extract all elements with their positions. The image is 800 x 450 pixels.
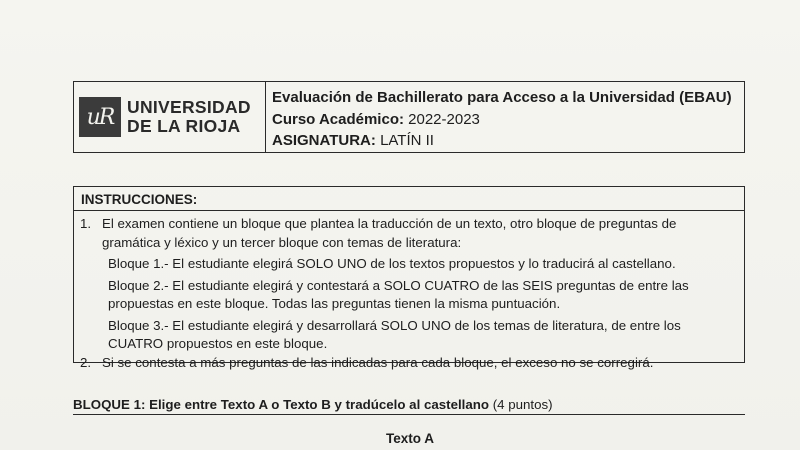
bloque-1-points: (4 puntos) [492, 397, 553, 412]
exam-info [266, 82, 732, 152]
university-seal-icon: uR [79, 97, 121, 137]
exam-title: Evaluación de Bachillerato para Acceso a la Universidad (EBAU) [272, 89, 732, 106]
university-name-line1: UNIVERSIDAD [127, 97, 251, 117]
course-label: Curso Académico: [272, 110, 404, 128]
bloque-1-instruction: Bloque 1.- El estudiante elegirá SOLO UNO de los textos propuestos y lo traducirá al castellano. [108, 256, 676, 271]
texto-a-heading: Texto A [385, 431, 434, 446]
instruction-item [80, 354, 736, 373]
university-name-line2: DE LA RIOJA [127, 116, 241, 136]
instructions-box [73, 186, 745, 370]
subject-value: LATÍN II [380, 132, 434, 149]
university-name [127, 98, 251, 136]
instructions-body [74, 211, 744, 372]
instruction-number: 2. [80, 354, 92, 370]
bloque-1-heading [73, 397, 745, 415]
instructions-title: INSTRUCCIONES: [74, 187, 744, 211]
bloque-2-instruction: Bloque 2.- El estudiante elegirá y contestará a SOLO CUATRO de las SEIS preguntas de entre las propuestas en este bloque. Todas las preguntas tienen la misma puntuación. [108, 277, 689, 311]
instruction-item [80, 215, 736, 252]
instruction-text: El examen contiene un bloque que plantea la traducción de un texto, otro bloque de preguntas de gramática y léxico y un tercer bloque con temas de literatura: [102, 216, 677, 250]
instruction-text: Si se contesta a más preguntas de las indicadas para cada bloque, el exceso no se corregirá. [102, 354, 654, 370]
instruction-number: 1. [80, 216, 92, 231]
course-value: 2022-2023 [408, 110, 480, 128]
course-line [272, 109, 732, 131]
subject-label: ASIGNATURA: [272, 132, 376, 149]
exam-header [73, 81, 745, 153]
bloque-1-title: BLOQUE 1: Elige entre Texto A o Texto B y tradúcelo al castellano [73, 397, 489, 412]
subject-line [272, 130, 732, 152]
bloque-3-instruction: Bloque 3.- El estudiante elegirá y desarrollará SOLO UNO de los temas de literatura, de entre los CUATRO propuestos en este bloque. [108, 317, 681, 351]
university-logo [74, 82, 266, 152]
